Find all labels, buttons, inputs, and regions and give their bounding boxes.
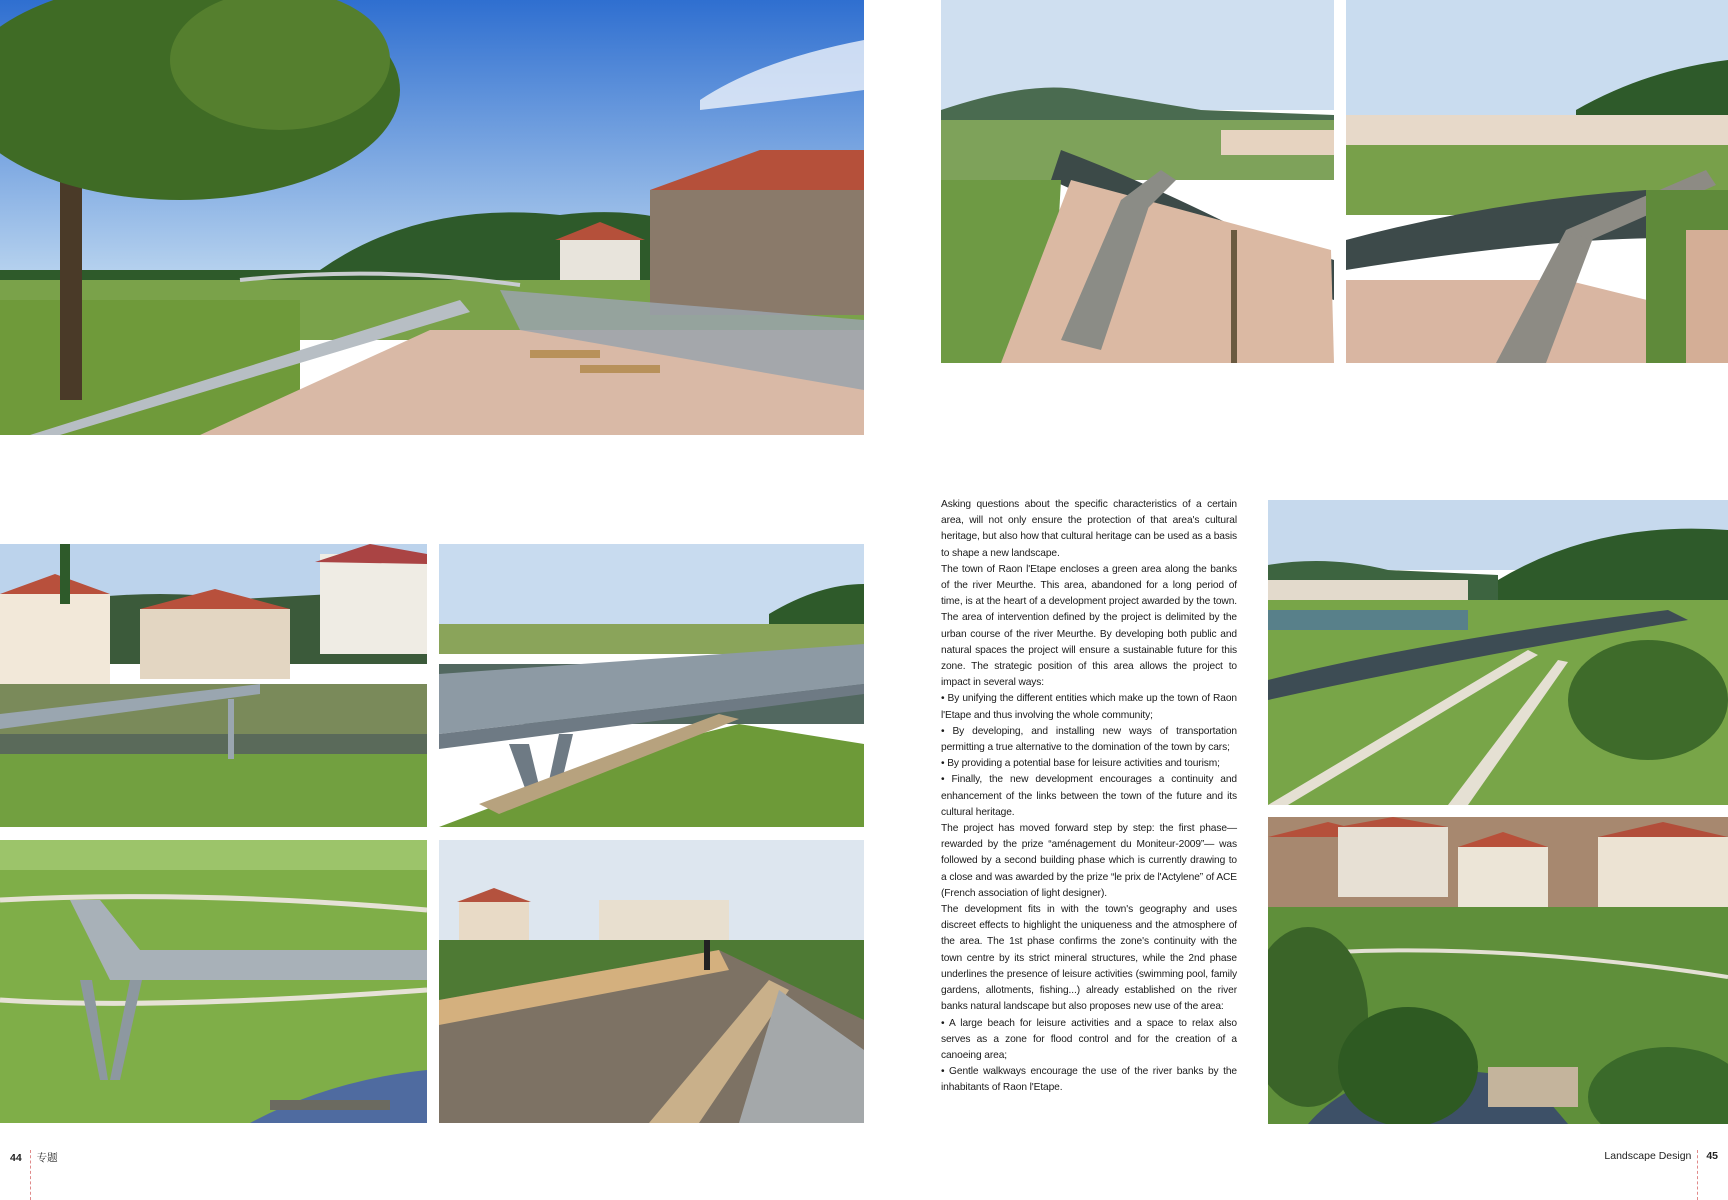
article-paragraph: The development fits in with the town's geography and uses discreet effects to highlight the uniqueness and the atmosphere of the area. The 1st phase confirms the zone's continuity with the town centre by its strict mineral structures, while the 2nd phase underlines the presence of leisure activities (swimming pool, family gardens, allotments, fishing...) already established on the river banks natural landscape but also proposes new use of the area: <box>941 904 1237 1013</box>
article-bullet: • Gentle walkways encourage the use of the river banks by the inhabitants of Raon l'Etape. <box>941 1066 1237 1094</box>
article-bullet: • Finally, the new development encourages a continuity and enhancement of the links between the town of the future and its cultural heritage. <box>941 774 1237 818</box>
crop-mark-left <box>30 1150 31 1200</box>
photo-aerial-walkway-river <box>1346 0 1728 363</box>
section-label-left: 专题 <box>36 1152 58 1164</box>
article-bullet: • A large beach for leisure activities and a space to relax also serves as a zone for flood control and for the creation of a canoeing area; <box>941 1017 1237 1061</box>
section-label-right: Landscape Design <box>1604 1150 1692 1162</box>
crop-mark-right <box>1697 1150 1698 1200</box>
article-bullet: • By developing, and installing new ways of transportation permitting a true alternative to the domination of the town by cars; <box>941 725 1237 754</box>
article-paragraph: The project has moved forward step by step: the first phase— rewarded by the prize “aménagement du Moniteur-2009”— was followed by a second building phase which is currently drawing to a close and was awarded by the prize “le prix de l'Actylene” of ACE (French association of light designer). <box>941 823 1237 899</box>
photo-river-walkway <box>0 840 427 1123</box>
folio-right <box>1604 1150 1718 1162</box>
photo-aerial-zigzag-bridge <box>941 0 1334 363</box>
photo-bridge-underside <box>439 544 864 827</box>
photo-riverside-meadow <box>1268 500 1728 805</box>
article-paragraph: The town of Raon l'Etape encloses a green area along the banks of the river Meurthe. This area, abandoned for a long period of time, is at the heart of a development project awarded by the town. The area of intervention defined by the project is delimited by the urban course of the river Meurthe. By developing both public and natural spaces the project will ensure a sustainable future for this zone. The strategic position of this area allows the project to impact in several ways: <box>941 563 1237 689</box>
photo-village-river-bank <box>1268 817 1728 1124</box>
article-bullet: • By providing a potential base for leisure activities and tourism; <box>941 758 1220 770</box>
article-paragraph: Asking questions about the specific characteristics of a certain area, will not only ensure the protection of that area's cultural heritage, but also how that cultural heritage can be used as a basis to shape a new landscape. <box>941 499 1237 559</box>
photo-promenade-bridge <box>0 0 864 435</box>
photo-timber-deck <box>439 840 864 1123</box>
page-number-left: 44 <box>10 1152 22 1164</box>
photo-town-footbridge <box>0 544 427 827</box>
article-bullet: • By unifying the different entities which make up the town of Raon l'Etape and thus involving the whole community; <box>941 693 1237 721</box>
folio-left <box>10 1150 58 1165</box>
article-body <box>941 497 1237 1097</box>
page-number-right: 45 <box>1706 1150 1718 1162</box>
